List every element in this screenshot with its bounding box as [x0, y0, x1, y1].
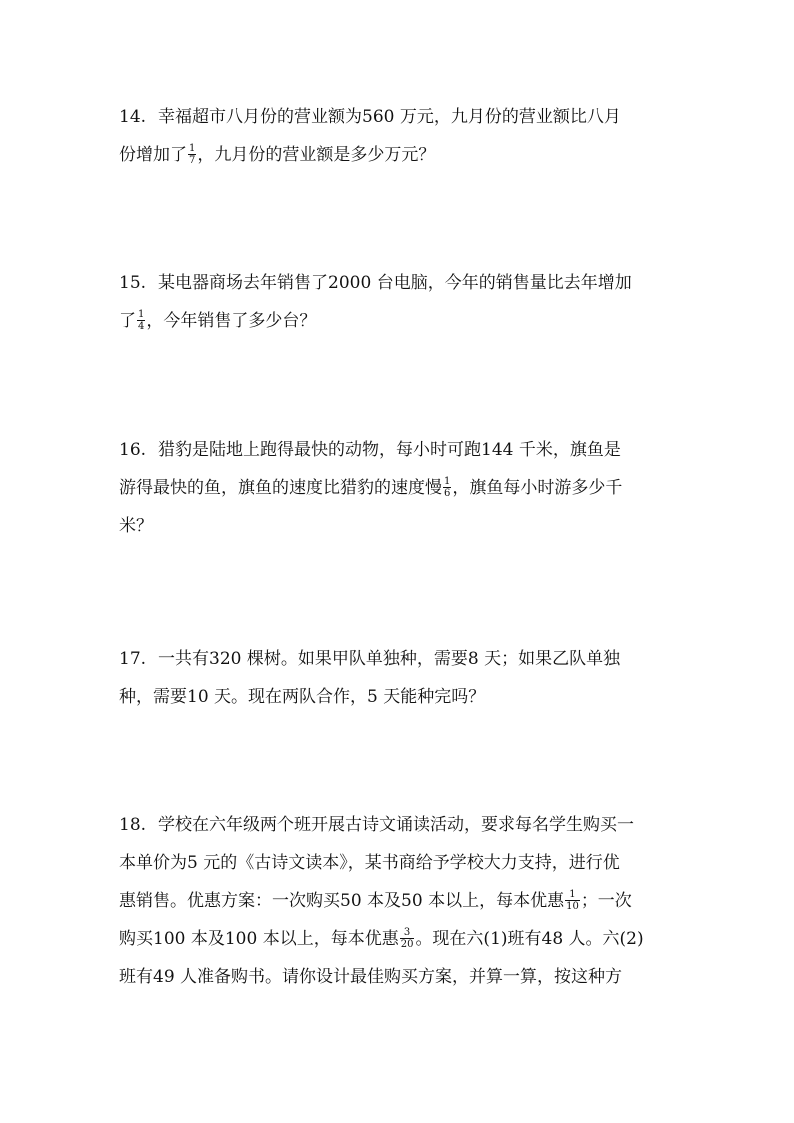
- problem-line: [119, 958, 689, 996]
- fraction-denominator: 6: [444, 488, 451, 499]
- fraction-denominator: 4: [138, 321, 145, 332]
- problem-text: 某电器商场去年销售了2000 台电脑，今年的销售量比去年增加: [158, 273, 632, 293]
- problem-16: [119, 431, 689, 545]
- fraction-denominator: 20: [400, 939, 414, 950]
- problem-number: 17.: [119, 649, 147, 669]
- problem-14: [119, 98, 689, 174]
- problem-text: 猎豹是陆地上跑得最快的动物，每小时可跑144 千米，旗鱼是: [158, 440, 621, 460]
- problem-text: 米？: [119, 516, 153, 536]
- problem-number: 14.: [119, 107, 147, 127]
- problem-line: [119, 469, 689, 507]
- problem-text: 幸福超市八月份的营业额为560 万元，九月份的营业额比八月: [158, 107, 621, 127]
- fraction-denominator: 7: [189, 155, 196, 166]
- problem-text: ，旗鱼每小时游多少千: [452, 478, 623, 498]
- problem-15: [119, 264, 689, 340]
- problem-line: [119, 844, 689, 882]
- fraction-numerator: 3: [400, 927, 415, 939]
- problem-text: ，今年销售了多少台？: [146, 311, 317, 331]
- problem-number: 16.: [119, 440, 147, 460]
- problem-text: ，九月份的营业额是多少万元？: [197, 145, 436, 165]
- problem-text: 种，需要10 天。现在两队合作，5 天能种完吗？: [119, 687, 486, 707]
- fraction: [565, 889, 580, 912]
- problem-number: 15.: [119, 273, 147, 293]
- problem-text: 惠销售。优惠方案：一次购买50 本及50 本以上，每本优惠: [119, 891, 565, 911]
- problem-line: [119, 431, 689, 469]
- problem-18: [119, 806, 689, 996]
- fraction-numerator: 1: [189, 143, 196, 154]
- problem-line: [119, 507, 689, 545]
- fraction-numerator: 1: [565, 889, 580, 901]
- problem-text: 份增加了: [119, 145, 187, 165]
- fraction: [188, 143, 196, 166]
- fraction-numerator: 1: [444, 476, 451, 487]
- problem-line: [119, 640, 689, 678]
- problem-line: [119, 98, 689, 136]
- problem-line: [119, 302, 689, 340]
- problem-text: 游得最快的鱼，旗鱼的速度比猎豹的速度慢: [119, 478, 442, 498]
- fraction-numerator: 1: [138, 309, 145, 320]
- problem-number: 18.: [119, 815, 147, 835]
- problem-text: 本单价为5 元的《古诗文读本》，某书商给予学校大力支持，进行优: [119, 853, 620, 873]
- problem-text: 一共有320 棵树。如果甲队单独种，需要8 天；如果乙队单独: [158, 649, 621, 669]
- problem-line: [119, 806, 689, 844]
- problem-line: [119, 136, 689, 174]
- problem-line: [119, 678, 689, 716]
- fraction: [137, 309, 145, 332]
- problem-text: 了: [119, 311, 136, 331]
- problem-text: 班有49 人准备购书。请你设计最佳购买方案，并算一算，按这种方: [119, 967, 623, 987]
- problem-text: 购买100 本及100 本以上，每本优惠: [119, 929, 399, 949]
- problem-line: [119, 882, 689, 920]
- fraction: [400, 927, 415, 950]
- problem-text: ；一次: [580, 891, 632, 911]
- fraction: [443, 476, 451, 499]
- problem-17: [119, 640, 689, 716]
- problem-text: 学校在六年级两个班开展古诗文诵读活动，要求每名学生购买一: [158, 815, 635, 835]
- problem-line: [119, 920, 689, 958]
- fraction-denominator: 10: [566, 901, 579, 912]
- problem-line: [119, 264, 689, 302]
- problem-text: 。现在六(1)班有48 人。六(2): [415, 929, 644, 949]
